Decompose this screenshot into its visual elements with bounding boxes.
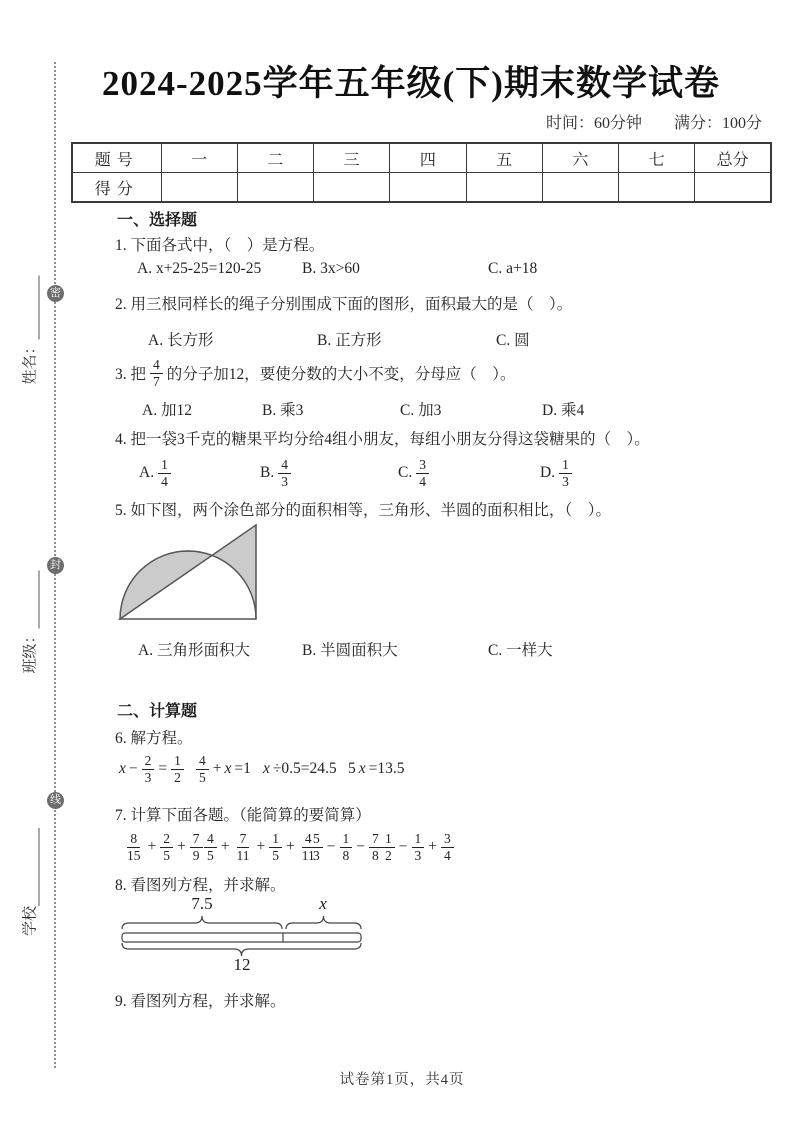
score-cell	[161, 173, 237, 203]
seal-char-xian: 线	[47, 792, 64, 809]
score-table-cell-6: 六	[542, 143, 618, 173]
expression-4: $\frac{1}{2}$ − $\frac{1}{3}$ + $\frac{3}{4}$	[380, 826, 456, 868]
fraction: $\frac{7}{11}$	[236, 830, 250, 863]
semicircle-triangle-figure	[116, 519, 266, 624]
score-cell	[695, 173, 771, 203]
question-6-stem: 6. 解方程。	[115, 730, 193, 747]
fraction: $\frac{7}{8}$	[369, 831, 382, 864]
name-label: 姓名：	[22, 339, 39, 385]
fraction: $\frac{4}{7}$	[150, 357, 163, 390]
question-7-stem: 7. 计算下面各题。（能简算的要简算）	[115, 807, 371, 824]
question-1-option-c: C. a+18	[488, 260, 538, 277]
question-2-option-b: B. 正方形	[317, 332, 382, 349]
score-table-cell-1: 一	[161, 143, 237, 173]
question-8-stem: 8. 看图列方程，并求解。	[115, 877, 286, 894]
seal-char-feng: 封	[47, 557, 64, 574]
fraction: $\frac{4}{5}$	[204, 831, 217, 864]
score-cell	[466, 173, 542, 203]
question-1-options	[0, 260, 793, 282]
score-table-cell-total: 总分	[695, 143, 771, 173]
class-blank-line	[23, 570, 40, 628]
question-5-options	[0, 638, 793, 660]
question-3-stem: 3. 把 $\frac{4}{7}$ 的分子加12，要使分数的大小不变，分母应（ ）。	[115, 356, 516, 389]
exam-meta	[518, 110, 762, 133]
score-table-cell-3: 三	[314, 143, 390, 173]
fraction: $\frac{1}{5}$	[269, 831, 282, 864]
score-table-cell-7: 七	[619, 143, 695, 173]
school-label: 学校	[22, 905, 39, 937]
score-table-cell-5: 五	[466, 143, 542, 173]
section-2-heading: 二、计算题	[117, 703, 198, 720]
section-1-heading: 一、选择题	[117, 212, 198, 229]
equation-3: x ÷0.5=24.5	[263, 760, 337, 777]
expression-1: $\frac{8}{15}$ + $\frac{2}{5}$ + $\frac{7}{9}$	[122, 826, 205, 868]
exam-title: 2024-2025学年五年级(下)期末数学试卷	[102, 64, 720, 103]
question-1-option-a: A. x+25-25=120-25	[137, 260, 262, 277]
equation-2: $\frac{4}{5}$ + x =1	[194, 748, 251, 790]
seal-char-mi: 密	[47, 285, 64, 302]
full-score: 满分：100分	[673, 115, 762, 132]
question-1-stem: 1. 下面各式中，（ ）是方程。	[115, 237, 325, 254]
question-2-option-c: C. 圆	[496, 332, 530, 349]
bar-model-figure	[115, 894, 375, 977]
score-table-score-row	[72, 173, 771, 203]
question-1-option-b: B. 3x>60	[302, 260, 360, 277]
question-5-option-a: A. 三角形面积大	[138, 642, 250, 659]
question-6-equations	[0, 748, 793, 790]
equation-1: x − $\frac{2}{3}$ = $\frac{1}{2}$	[118, 748, 186, 790]
question-4-option-d: D. $\frac{1}{3}$	[540, 452, 574, 494]
question-4-option-c: C. $\frac{3}{4}$	[398, 452, 431, 494]
question-5-option-c: C. 一样大	[488, 642, 553, 659]
score-table-cell-timuhao: 题号	[72, 143, 161, 173]
question-5-stem: 5. 如下图，两个涂色部分的面积相等，三角形、半圆的面积相比，（ ）。	[115, 502, 612, 519]
fraction: $\frac{1}{2}$	[382, 831, 395, 864]
question-4-option-a: A. $\frac{1}{4}$	[139, 452, 173, 494]
score-cell	[314, 173, 390, 203]
fraction: $\frac{8}{15}$	[127, 830, 141, 863]
class-label: 班级：	[22, 628, 39, 674]
bar-total-value: 12	[233, 955, 251, 974]
fraction: $\frac{1}{3}$	[559, 457, 572, 490]
question-3-option-c: C. 加3	[400, 402, 442, 419]
question-4-option-b: B. $\frac{4}{3}$	[260, 452, 293, 494]
fraction: $\frac{4}{11}$	[301, 830, 315, 863]
question-2-options	[0, 328, 793, 350]
question-3-option-a: A. 加12	[142, 402, 192, 419]
fraction: $\frac{1}{3}$	[412, 831, 425, 864]
score-cell	[390, 173, 466, 203]
question-3-option-b: B. 乘3	[262, 402, 304, 419]
fraction: $\frac{3}{4}$	[441, 831, 454, 864]
score-cell	[542, 173, 618, 203]
equation-4: 5 x =13.5	[348, 760, 405, 777]
fraction: $\frac{5}{3}$	[310, 831, 323, 864]
fraction: $\frac{1}{4}$	[158, 457, 171, 490]
question-2-stem: 2. 用三根同样长的绳子分别围成下面的图形，面积最大的是（ ）。	[115, 296, 573, 313]
expression-2: $\frac{4}{5}$ + $\frac{7}{11}$ + $\frac{1}{5}$ + $\frac{4}{11}$	[202, 826, 320, 868]
expression-3: $\frac{5}{3}$ − $\frac{1}{8}$ − $\frac{7}{8}$	[308, 826, 384, 868]
fraction: $\frac{4}{3}$	[278, 457, 291, 490]
score-table-header-row	[72, 143, 771, 173]
fraction: $\frac{2}{3}$	[142, 753, 155, 786]
score-table-cell-4: 四	[390, 143, 466, 173]
fraction: $\frac{4}{5}$	[196, 753, 209, 786]
time-limit: 时间：60分钟	[545, 115, 642, 132]
fraction: $\frac{2}{5}$	[160, 831, 173, 864]
question-5-option-b: B. 半圆面积大	[302, 642, 398, 659]
question-3-option-d: D. 乘4	[542, 402, 585, 419]
score-cell	[619, 173, 695, 203]
fraction: $\frac{1}{8}$	[340, 831, 353, 864]
question-7-expressions	[0, 826, 793, 868]
score-table-cell-2: 二	[237, 143, 313, 173]
bar-right-value: x	[319, 894, 327, 913]
question-2-option-a: A. 长方形	[148, 332, 214, 349]
score-table	[71, 142, 772, 203]
fraction: $\frac{1}{2}$	[171, 753, 184, 786]
page-footer: 试卷第1页，共4页	[339, 1072, 465, 1088]
bar-left-value: 7.5	[191, 894, 213, 913]
question-4-options	[0, 452, 793, 494]
fraction: $\frac{3}{4}$	[416, 457, 429, 490]
question-4-stem: 4. 把一袋3千克的糖果平均分给4组小朋友，每组小朋友分得这袋糖果的（ ）。	[115, 431, 650, 448]
question-9-stem: 9. 看图列方程，并求解。	[115, 993, 286, 1010]
question-3-stem-row	[0, 352, 793, 394]
score-cell	[237, 173, 313, 203]
question-3-options	[0, 398, 793, 420]
score-row-label: 得分	[72, 173, 161, 203]
fraction: $\frac{7}{9}$	[190, 831, 203, 864]
